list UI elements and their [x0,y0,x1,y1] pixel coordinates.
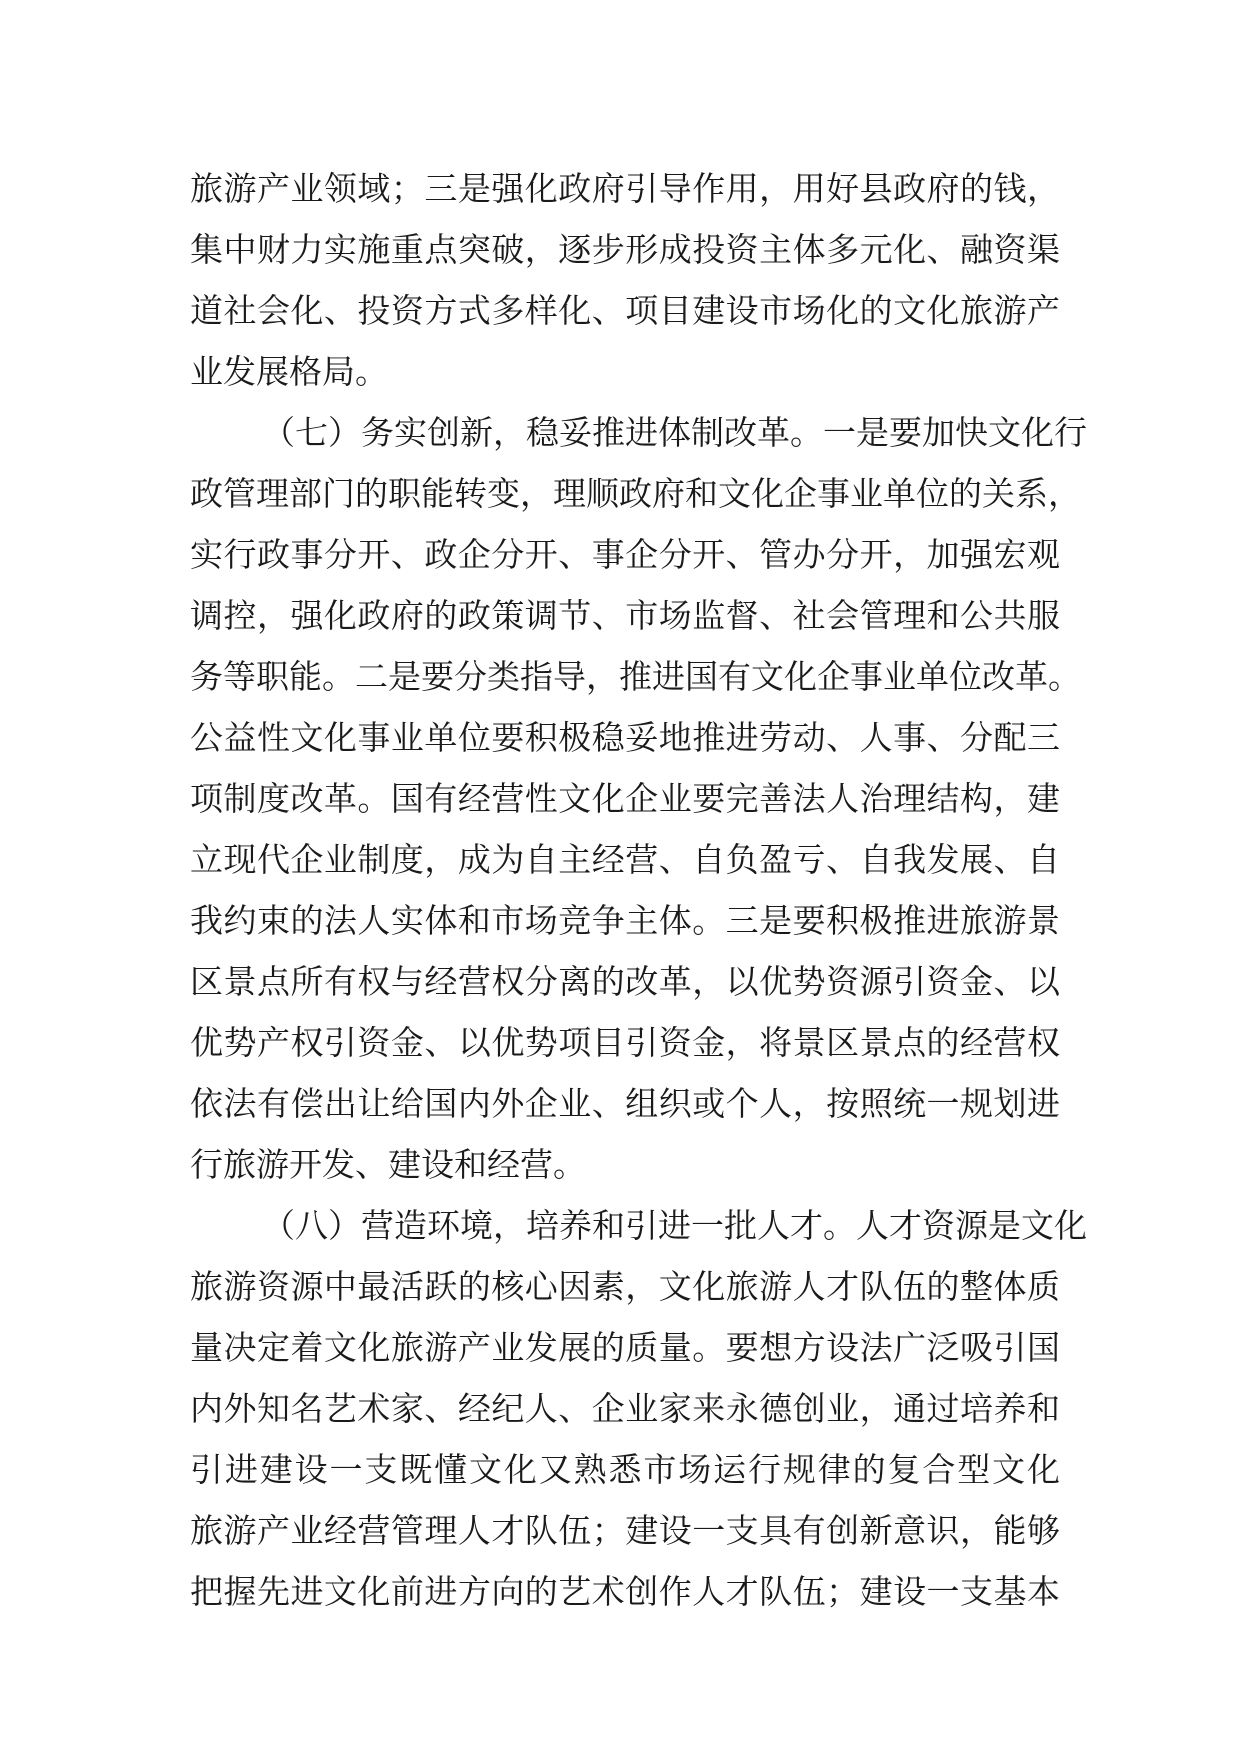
text-line: 项制度改革。国有经营性文化企业要完善法人治理结构，建 [190,779,1060,818]
text-line: 集中财力实施重点突破，逐步形成投资主体多元化、融资渠 [190,230,1060,269]
text-line: 旅游产业经营管理人才队伍；建设一支具有创新意识，能够 [190,1511,1060,1550]
text-line: 道社会化、投资方式多样化、项目建设市场化的文化旅游产 [190,291,1060,330]
text-line: 区景点所有权与经营权分离的改革，以优势资源引资金、以 [190,962,1060,1001]
section-heading-8: （八）营造环境，培养和引进一批人才。人才资源是文化 [262,1206,1087,1245]
text-line: 依法有偿出让给国内外企业、组织或个人，按照统一规划进 [190,1084,1060,1123]
text-line: 业发展格局。 [190,352,388,391]
text-line: 实行政事分开、政企分开、事企分开、管办分开，加强宏观 [190,535,1060,574]
body-text [190,158,1087,1622]
text-line: 我约束的法人实体和市场竞争主体。三是要积极推进旅游景 [190,901,1060,940]
text-line: 把握先进文化前进方向的艺术创作人才队伍；建设一支基本 [190,1572,1060,1611]
text-line: 政管理部门的职能转变，理顺政府和文化企事业单位的关系， [190,474,1081,513]
section-heading-7: （七）务实创新，稳妥推进体制改革。一是要加快文化行 [262,413,1087,452]
text-line: 旅游资源中最活跃的核心因素，文化旅游人才队伍的整体质 [190,1267,1060,1306]
text-line: 立现代企业制度，成为自主经营、自负盈亏、自我发展、自 [190,840,1060,879]
text-line: 调控，强化政府的政策调节、市场监督、社会管理和公共服 [190,596,1060,635]
text-line: 公益性文化事业单位要积极稳妥地推进劳动、人事、分配三 [190,718,1060,757]
text-line: 优势产权引资金、以优势项目引资金，将景区景点的经营权 [190,1023,1060,1062]
text-line: 引进建设一支既懂文化又熟悉市场运行规律的复合型文化 [190,1450,1060,1489]
text-line: 旅游产业领域；三是强化政府引导作用，用好县政府的钱， [190,169,1060,208]
text-line: 务等职能。二是要分类指导，推进国有文化企事业单位改革。 [190,657,1081,696]
text-line: 行旅游开发、建设和经营。 [190,1145,586,1184]
text-line: 内外知名艺术家、经纪人、企业家来永德创业，通过培养和 [190,1389,1060,1428]
text-line: 量决定着文化旅游产业发展的质量。要想方设法广泛吸引国 [190,1328,1060,1367]
